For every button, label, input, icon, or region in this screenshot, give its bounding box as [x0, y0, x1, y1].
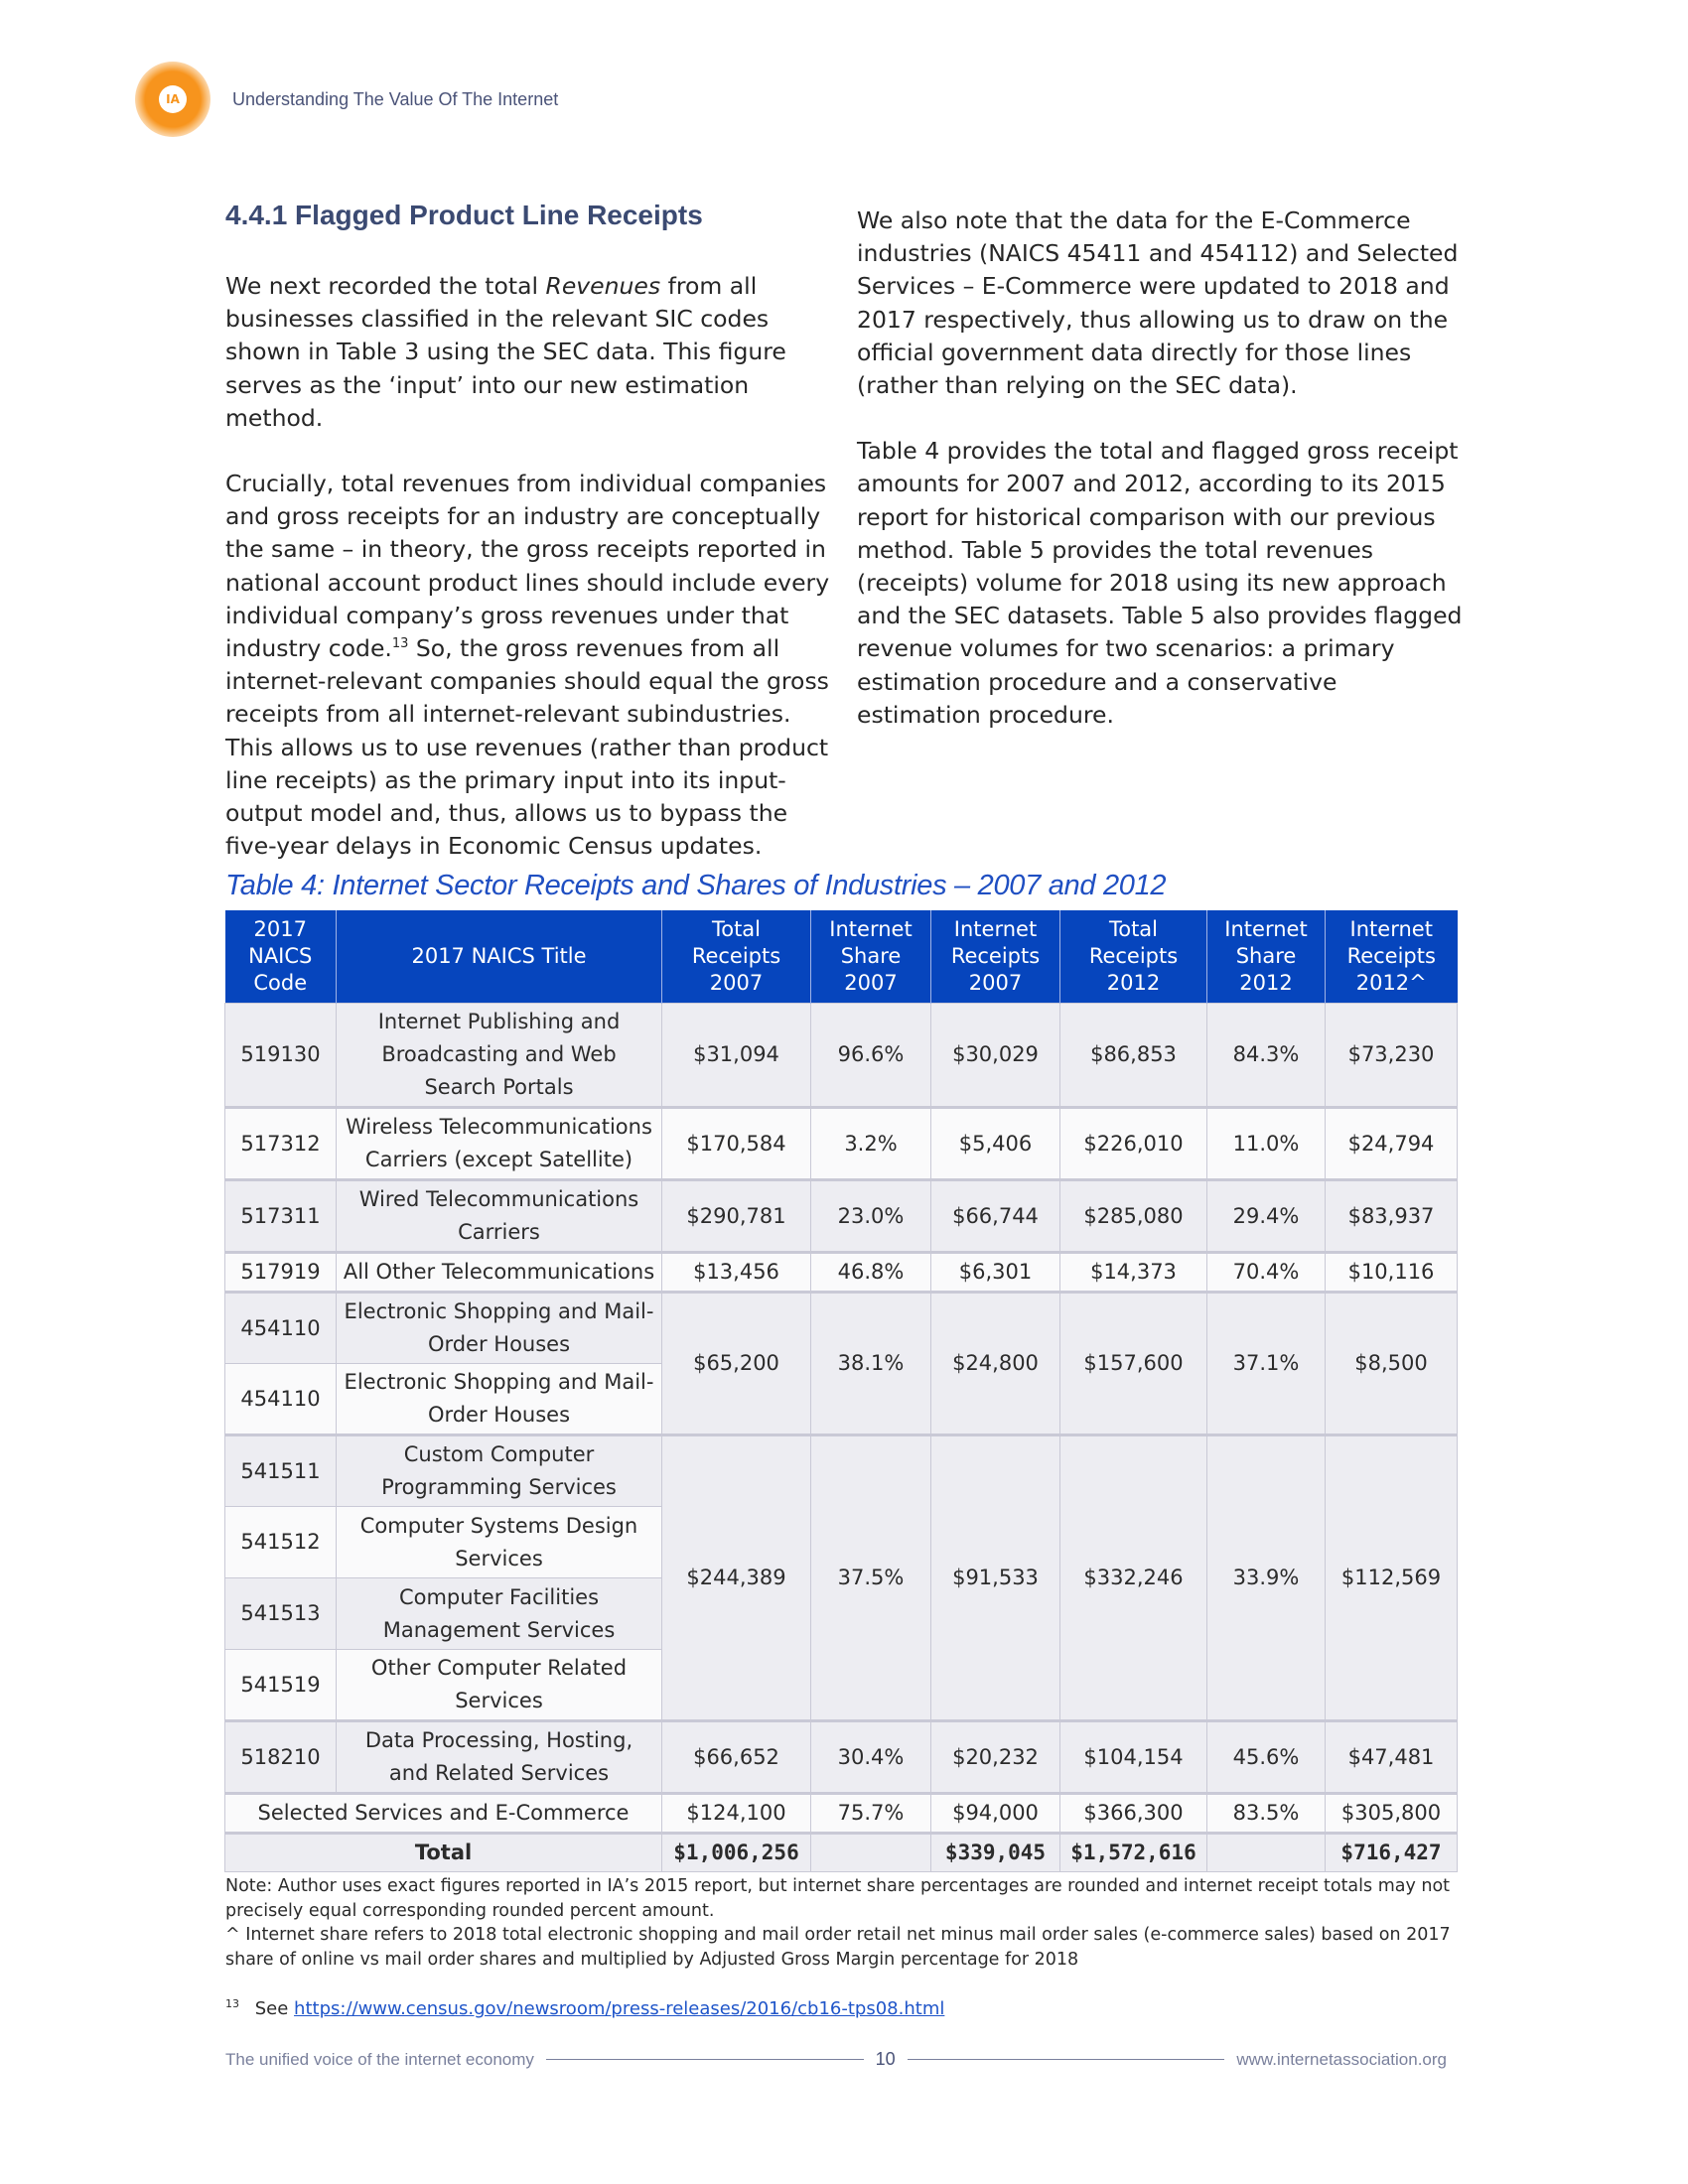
- paragraph-crucially: [225, 468, 831, 863]
- para-text: We next recorded the total: [225, 272, 546, 300]
- cell-value: $66,652: [662, 1721, 811, 1794]
- cell-code: 517312: [225, 1108, 337, 1180]
- cell-title: Other Computer Related Services: [337, 1650, 662, 1721]
- table-notes: [225, 1874, 1457, 1972]
- cell-value: $24,800: [931, 1293, 1060, 1435]
- cell-code: 541511: [225, 1435, 337, 1507]
- cell-label: Selected Services and E-Commerce: [225, 1794, 662, 1834]
- page-header: [135, 62, 558, 137]
- page-footer: [225, 2049, 1447, 2070]
- col-header-share-2007: Internet Share 2007: [811, 910, 931, 1004]
- cell-value: 75.7%: [811, 1794, 931, 1834]
- cell-value: 83.5%: [1207, 1794, 1326, 1834]
- right-column: [857, 205, 1463, 764]
- cell-value: $31,094: [662, 1004, 811, 1108]
- cell-value: $226,010: [1060, 1108, 1207, 1180]
- footer-divider: [908, 2059, 1225, 2060]
- cell-value: 46.8%: [811, 1253, 931, 1293]
- cell-value: $305,800: [1326, 1794, 1458, 1834]
- cell-value: $157,600: [1060, 1293, 1207, 1435]
- cell-value: 3.2%: [811, 1108, 931, 1180]
- cell-value: $6,301: [931, 1253, 1060, 1293]
- cell-code: 517919: [225, 1253, 337, 1293]
- cell-value: $716,427: [1326, 1834, 1458, 1872]
- cell-value: 84.3%: [1207, 1004, 1326, 1108]
- footer-website[interactable]: www.internetassociation.org: [1236, 2049, 1448, 2069]
- table-row: [225, 1253, 1458, 1293]
- cell-value: $73,230: [1326, 1004, 1458, 1108]
- table-row: [225, 1435, 1458, 1507]
- cell-title: Wireless Telecommunications Carriers (except Satellite): [337, 1108, 662, 1180]
- table-row: [225, 1721, 1458, 1794]
- left-column: [225, 199, 831, 895]
- cell-value: 45.6%: [1207, 1721, 1326, 1794]
- paragraph-table4: Table 4 provides the total and flagged gross receipt amounts for 2007 and 2012, according to its 2015 report for historical comparison with our previous method. Table 5 provides the total revenues (receipts) volume for 2018 using its new approach and the SEC datasets. Table 5 also provides flagged revenue volumes for two scenarios: a primary estimation procedure and a conservative estimation procedure.: [857, 437, 1463, 729]
- table-row-total: [225, 1834, 1458, 1872]
- cell-title: Custom Computer Programming Services: [337, 1435, 662, 1507]
- cell-value: $10,116: [1326, 1253, 1458, 1293]
- cell-code: 541513: [225, 1578, 337, 1650]
- para-text: Crucially, total revenues from individual companies and gross receipts for an industry are conceptually the same – in theory, the gross receipts reported in national account product lines should include every individual company’s gross revenues under that industry code.: [225, 470, 830, 663]
- cell-value: 37.1%: [1207, 1293, 1326, 1435]
- cell-value: $285,080: [1060, 1180, 1207, 1253]
- cell-value: $20,232: [931, 1721, 1060, 1794]
- cell-value: $83,937: [1326, 1180, 1458, 1253]
- cell-code: 454110: [225, 1293, 337, 1364]
- cell-value: $170,584: [662, 1108, 811, 1180]
- paragraph-ecommerce: We also note that the data for the E-Commerce industries (NAICS 45411 and 454112) and Selected Services – E-Commerce were updated to 2018 and 2017 respectively, thus allowing us to draw on the official government data directly for those lines (rather than relying on the SEC data).: [857, 206, 1459, 400]
- table-row: [225, 1180, 1458, 1253]
- cell-value: 96.6%: [811, 1004, 931, 1108]
- cell-value: $124,100: [662, 1794, 811, 1834]
- footnote-prefix: See: [254, 1998, 289, 2019]
- cell-value: $366,300: [1060, 1794, 1207, 1834]
- cell-value: 37.5%: [811, 1435, 931, 1721]
- para-italic: Revenues: [545, 272, 661, 300]
- col-header-share-2012: Internet Share 2012: [1207, 910, 1326, 1004]
- document-title: Understanding The Value Of The Internet: [232, 88, 559, 109]
- cell-code: 517311: [225, 1180, 337, 1253]
- footnote-number: 13: [225, 1997, 239, 2010]
- cell-title: Computer Facilities Management Services: [337, 1578, 662, 1650]
- cell-value: $332,246: [1060, 1435, 1207, 1721]
- para-text: from all businesses classified in the relevant SIC codes shown in Table 3 using the SEC data. This figure serves as the ‘input’ into our new estimation method.: [225, 272, 786, 432]
- note-internet-share: ^ Internet share refers to 2018 total electronic shopping and mail order retail net minus mail order sales (e-commerce sales) based on 2017 share of online vs mail order shares and multiplied by Adjusted Gross Margin percentage for 2018: [225, 1925, 1451, 1970]
- cell-value: 30.4%: [811, 1721, 931, 1794]
- cell-code: 541512: [225, 1507, 337, 1578]
- receipts-table: [224, 910, 1458, 1872]
- cell-value: $112,569: [1326, 1435, 1458, 1721]
- cell-value: $104,154: [1060, 1721, 1207, 1794]
- footer-divider: [546, 2059, 864, 2060]
- cell-title: Electronic Shopping and Mail-Order Houses: [337, 1293, 662, 1364]
- cell-value: $13,456: [662, 1253, 811, 1293]
- cell-value: 23.0%: [811, 1180, 931, 1253]
- cell-title: Data Processing, Hosting, and Related Services: [337, 1721, 662, 1794]
- cell-value: $65,200: [662, 1293, 811, 1435]
- col-header-code: 2017 NAICS Code: [225, 910, 337, 1004]
- cell-value: $8,500: [1326, 1293, 1458, 1435]
- table-row: [225, 1293, 1458, 1364]
- cell-title: Wired Telecommunications Carriers: [337, 1180, 662, 1253]
- cell-value: $47,481: [1326, 1721, 1458, 1794]
- cell-value: $24,794: [1326, 1108, 1458, 1180]
- cell-title: Internet Publishing and Broadcasting and Web Search Portals: [337, 1004, 662, 1108]
- col-header-title: 2017 NAICS Title: [337, 910, 662, 1004]
- cell-value: [811, 1834, 931, 1872]
- cell-value: $30,029: [931, 1004, 1060, 1108]
- cell-value: 11.0%: [1207, 1108, 1326, 1180]
- page-number: 10: [875, 2049, 896, 2069]
- paragraph-revenues: [225, 270, 831, 435]
- cell-title: All Other Telecommunications: [337, 1253, 662, 1293]
- cell-value: 70.4%: [1207, 1253, 1326, 1293]
- cell-code: 541519: [225, 1650, 337, 1721]
- col-header-total-2012: Total Receipts 2012: [1060, 910, 1207, 1004]
- table-row-selected-services: [225, 1794, 1458, 1834]
- cell-code: 519130: [225, 1004, 337, 1108]
- cell-value: $1,572,616: [1060, 1834, 1207, 1872]
- cell-title: Computer Systems Design Services: [337, 1507, 662, 1578]
- table-row: [225, 1004, 1458, 1108]
- cell-value: 33.9%: [1207, 1435, 1326, 1721]
- cell-value: 38.1%: [811, 1293, 931, 1435]
- col-header-receipts-2007: Internet Receipts 2007: [931, 910, 1060, 1004]
- cell-value: $290,781: [662, 1180, 811, 1253]
- cell-value: $91,533: [931, 1435, 1060, 1721]
- footer-tagline: The unified voice of the internet economy: [225, 2049, 534, 2069]
- cell-value: $244,389: [662, 1435, 811, 1721]
- table-caption: Table 4: Internet Sector Receipts and Shares of Industries – 2007 and 2012: [225, 870, 1167, 901]
- cell-value: $94,000: [931, 1794, 1060, 1834]
- cell-value: $66,744: [931, 1180, 1060, 1253]
- col-header-total-2007: Total Receipts 2007: [662, 910, 811, 1004]
- cell-value: $5,406: [931, 1108, 1060, 1180]
- cell-value: 29.4%: [1207, 1180, 1326, 1253]
- logo-text: IA: [159, 85, 187, 113]
- footnote: [225, 1997, 944, 2019]
- cell-title: Electronic Shopping and Mail-Order Houses: [337, 1364, 662, 1435]
- cell-value: $339,045: [931, 1834, 1060, 1872]
- table-header-row: [225, 910, 1458, 1004]
- cell-value: [1207, 1834, 1326, 1872]
- para-text: So, the gross revenues from all internet-relevant companies should equal the gross receipts from all internet-relevant subindustries. This allows us to use revenues (rather than product line receipts) as the primary input into its input-output model and, thus, allows us to bypass the five-year delays in Economic Census updates.: [225, 634, 829, 861]
- cell-value: $86,853: [1060, 1004, 1207, 1108]
- cell-code: 518210: [225, 1721, 337, 1794]
- cell-code: 454110: [225, 1364, 337, 1435]
- footnote-ref[interactable]: 13: [391, 636, 409, 652]
- cell-value: $14,373: [1060, 1253, 1207, 1293]
- col-header-receipts-2012: Internet Receipts 2012^: [1326, 910, 1458, 1004]
- ia-logo-icon: [135, 62, 211, 137]
- table-row: [225, 1108, 1458, 1180]
- note-rounding: Note: Author uses exact figures reported in IA’s 2015 report, but internet share percentages are rounded and internet receipt totals may not precisely equal corresponding rounded percent amount.: [225, 1876, 1451, 1921]
- cell-label: Total: [225, 1834, 662, 1872]
- cell-value: $1,006,256: [662, 1834, 811, 1872]
- census-link[interactable]: https://www.census.gov/newsroom/press-releases/2016/cb16-tps08.html: [294, 1998, 945, 2019]
- section-title: 4.4.1 Flagged Product Line Receipts: [225, 200, 703, 230]
